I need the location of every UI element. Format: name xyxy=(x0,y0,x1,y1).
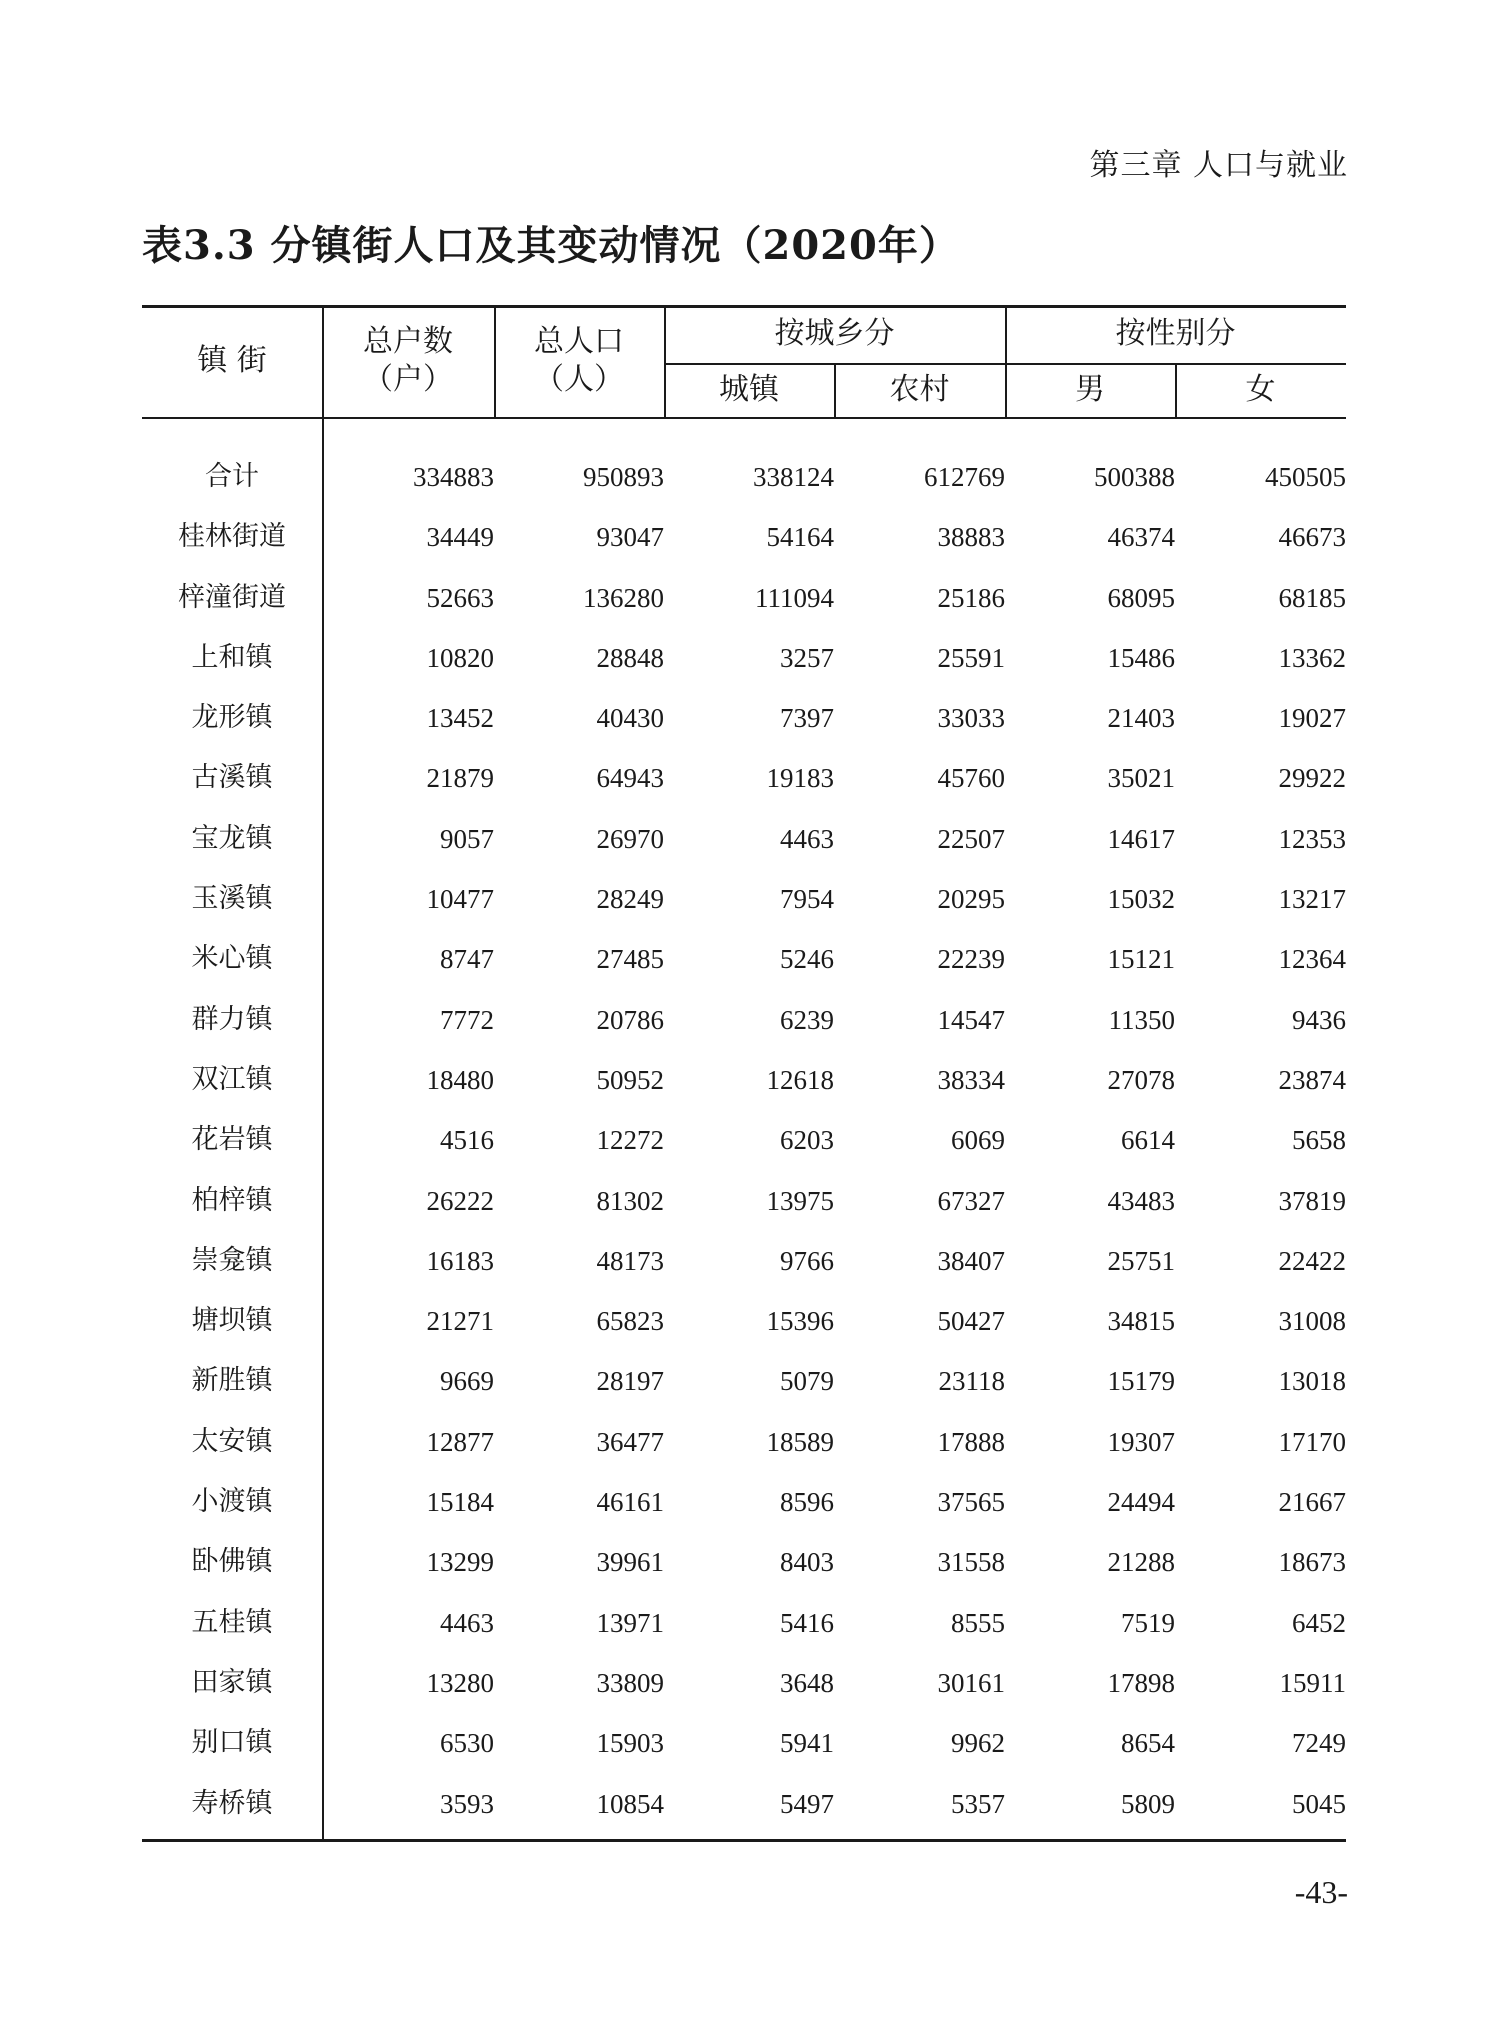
cell-urban: 8596 xyxy=(780,1487,834,1518)
cell-households: 26222 xyxy=(426,1185,494,1216)
header-town: 镇 街 xyxy=(197,343,267,378)
cell-population: 28848 xyxy=(596,642,664,673)
cell-female: 6452 xyxy=(1292,1607,1346,1638)
cell-urban: 19183 xyxy=(766,763,834,794)
cell-households: 3593 xyxy=(440,1788,494,1819)
cell-female: 7249 xyxy=(1292,1728,1346,1759)
cell-population: 64943 xyxy=(596,763,664,794)
cell-male: 21403 xyxy=(1107,703,1175,734)
table-row xyxy=(142,1231,1346,1291)
table-row xyxy=(142,628,1346,688)
town-name: 桂林街道 xyxy=(178,521,286,553)
cell-households: 52663 xyxy=(426,582,494,613)
cell-urban: 5416 xyxy=(780,1607,834,1638)
cell-population: 39961 xyxy=(596,1547,664,1578)
cell-male: 34815 xyxy=(1107,1306,1175,1337)
cell-households: 6530 xyxy=(440,1728,494,1759)
cell-households: 12877 xyxy=(426,1426,494,1457)
cell-households: 4463 xyxy=(440,1607,494,1638)
table-row xyxy=(142,929,1346,989)
group-rule-urban-rural xyxy=(664,363,1005,365)
table-row xyxy=(142,447,1346,507)
cell-population: 48173 xyxy=(596,1245,664,1276)
cell-urban: 8403 xyxy=(780,1547,834,1578)
cell-households: 8747 xyxy=(440,944,494,975)
cell-female: 18673 xyxy=(1278,1547,1346,1578)
cell-population: 136280 xyxy=(583,582,664,613)
town-name: 塘坝镇 xyxy=(191,1305,273,1337)
table-row xyxy=(142,869,1346,929)
header-group-gender: 按性别分 xyxy=(1115,316,1236,351)
town-name: 小渡镇 xyxy=(191,1486,273,1518)
cell-female: 23874 xyxy=(1278,1064,1346,1095)
table-row xyxy=(142,1774,1346,1834)
cell-population: 65823 xyxy=(596,1306,664,1337)
table-row xyxy=(142,748,1346,808)
header-population xyxy=(494,323,664,399)
cell-male: 15486 xyxy=(1107,642,1175,673)
header-rural: 农村 xyxy=(889,372,950,407)
town-name: 古溪镇 xyxy=(191,762,273,794)
cell-rural: 30161 xyxy=(937,1667,1005,1698)
cell-male: 19307 xyxy=(1107,1426,1175,1457)
cell-rural: 6069 xyxy=(951,1125,1005,1156)
cell-urban: 7954 xyxy=(780,884,834,915)
cell-population: 12272 xyxy=(596,1125,664,1156)
cell-male: 7519 xyxy=(1121,1607,1175,1638)
cell-rural: 612769 xyxy=(924,462,1005,492)
cell-urban: 54164 xyxy=(766,522,834,553)
cell-female: 15911 xyxy=(1279,1667,1346,1698)
cell-male: 21288 xyxy=(1107,1547,1175,1578)
cell-households: 334883 xyxy=(413,462,494,492)
cell-male: 25751 xyxy=(1107,1245,1175,1276)
table-row xyxy=(142,1653,1346,1713)
table-row xyxy=(142,1532,1346,1592)
cell-female: 5045 xyxy=(1292,1788,1346,1819)
cell-households: 7772 xyxy=(440,1004,494,1035)
table-row xyxy=(142,507,1346,567)
cell-population: 46161 xyxy=(596,1487,664,1518)
cell-male: 17898 xyxy=(1107,1667,1175,1698)
cell-rural: 5357 xyxy=(951,1788,1005,1819)
table-row xyxy=(142,990,1346,1050)
cell-male: 14617 xyxy=(1107,823,1175,854)
header-population-unit: （人） xyxy=(534,362,624,397)
town-name: 别口镇 xyxy=(191,1727,273,1759)
cell-population: 20786 xyxy=(596,1004,664,1035)
cell-male: 6614 xyxy=(1121,1125,1175,1156)
cell-male: 5809 xyxy=(1121,1788,1175,1819)
table-row xyxy=(142,1351,1346,1411)
cell-rural: 22239 xyxy=(937,944,1005,975)
town-name: 五桂镇 xyxy=(191,1606,273,1638)
cell-rural: 8555 xyxy=(951,1607,1005,1638)
cell-households: 13280 xyxy=(426,1667,494,1698)
cell-households: 34449 xyxy=(426,522,494,553)
cell-rural: 23118 xyxy=(938,1366,1005,1397)
cell-population: 27485 xyxy=(596,944,664,975)
cell-urban: 12618 xyxy=(766,1064,834,1095)
cell-households: 10477 xyxy=(426,884,494,915)
town-name: 龙形镇 xyxy=(191,702,273,734)
cell-households: 13452 xyxy=(426,703,494,734)
cell-population: 93047 xyxy=(596,522,664,553)
table-body xyxy=(142,447,1346,1834)
town-name: 梓潼街道 xyxy=(178,581,286,613)
cell-female: 22422 xyxy=(1278,1245,1346,1276)
population-table xyxy=(142,305,1346,1842)
cell-population: 26970 xyxy=(596,823,664,854)
cell-population: 50952 xyxy=(596,1064,664,1095)
cell-urban: 5079 xyxy=(780,1366,834,1397)
cell-urban: 4463 xyxy=(780,823,834,854)
town-name: 崇龛镇 xyxy=(191,1244,273,1276)
town-name: 新胜镇 xyxy=(191,1365,273,1397)
header-households-label: 总户数 xyxy=(363,324,453,359)
cell-households: 21879 xyxy=(426,763,494,794)
cell-rural: 25591 xyxy=(937,642,1005,673)
cell-households: 16183 xyxy=(426,1245,494,1276)
cell-female: 9436 xyxy=(1292,1004,1346,1035)
cell-population: 15903 xyxy=(596,1728,664,1759)
cell-urban: 18589 xyxy=(766,1426,834,1457)
cell-population: 40430 xyxy=(596,703,664,734)
town-name: 花岩镇 xyxy=(191,1124,273,1156)
cell-households: 13299 xyxy=(426,1547,494,1578)
cell-population: 950893 xyxy=(583,462,664,492)
cell-rural: 38334 xyxy=(937,1064,1005,1095)
town-name: 寿桥镇 xyxy=(191,1787,273,1819)
cell-rural: 17888 xyxy=(937,1426,1005,1457)
cell-female: 31008 xyxy=(1278,1306,1346,1337)
town-name: 群力镇 xyxy=(191,1003,273,1035)
cell-male: 68095 xyxy=(1107,582,1175,613)
cell-rural: 20295 xyxy=(937,884,1005,915)
cell-households: 4516 xyxy=(440,1125,494,1156)
cell-rural: 31558 xyxy=(937,1547,1005,1578)
cell-rural: 37565 xyxy=(937,1487,1005,1518)
cell-female: 450505 xyxy=(1265,462,1346,492)
cell-urban: 9766 xyxy=(780,1245,834,1276)
cell-female: 12364 xyxy=(1278,944,1346,975)
table-row xyxy=(142,568,1346,628)
cell-female: 21667 xyxy=(1278,1487,1346,1518)
chapter-header: 第三章 人口与就业 xyxy=(1089,148,1348,183)
cell-rural: 22507 xyxy=(937,823,1005,854)
cell-urban: 111094 xyxy=(755,582,834,613)
cell-male: 27078 xyxy=(1107,1064,1175,1095)
cell-urban: 13975 xyxy=(766,1185,834,1216)
cell-urban: 6203 xyxy=(780,1125,834,1156)
cell-rural: 25186 xyxy=(937,582,1005,613)
header-male: 男 xyxy=(1075,372,1105,407)
header-urban: 城镇 xyxy=(719,372,779,407)
cell-population: 28249 xyxy=(596,884,664,915)
cell-population: 81302 xyxy=(596,1185,664,1216)
cell-households: 9057 xyxy=(440,823,494,854)
cell-urban: 338124 xyxy=(753,462,834,492)
cell-urban: 5497 xyxy=(780,1788,834,1819)
table-row xyxy=(142,809,1346,869)
cell-male: 15121 xyxy=(1107,944,1175,975)
cell-male: 11350 xyxy=(1108,1004,1175,1035)
cell-male: 35021 xyxy=(1107,763,1175,794)
cell-population: 33809 xyxy=(596,1667,664,1698)
cell-rural: 33033 xyxy=(937,703,1005,734)
table-row xyxy=(142,1291,1346,1351)
town-name: 太安镇 xyxy=(191,1425,273,1457)
town-name: 上和镇 xyxy=(191,641,273,673)
table-row xyxy=(142,1171,1346,1231)
cell-female: 13018 xyxy=(1278,1366,1346,1397)
cell-rural: 38883 xyxy=(937,522,1005,553)
cell-population: 28197 xyxy=(596,1366,664,1397)
town-name: 田家镇 xyxy=(191,1666,273,1698)
cell-rural: 14547 xyxy=(937,1004,1005,1035)
table-row xyxy=(142,688,1346,748)
table-row xyxy=(142,1050,1346,1110)
town-name: 玉溪镇 xyxy=(191,883,273,915)
cell-female: 17170 xyxy=(1278,1426,1346,1457)
cell-households: 10820 xyxy=(426,642,494,673)
cell-female: 46673 xyxy=(1278,522,1346,553)
cell-rural: 9962 xyxy=(951,1728,1005,1759)
cell-female: 37819 xyxy=(1278,1185,1346,1216)
header-population-label: 总人口 xyxy=(534,324,624,359)
cell-population: 10854 xyxy=(596,1788,664,1819)
town-name: 宝龙镇 xyxy=(191,822,273,854)
cell-urban: 3648 xyxy=(780,1667,834,1698)
cell-rural: 45760 xyxy=(937,763,1005,794)
cell-female: 12353 xyxy=(1278,823,1346,854)
cell-female: 13362 xyxy=(1278,642,1346,673)
cell-rural: 38407 xyxy=(937,1245,1005,1276)
cell-households: 18480 xyxy=(426,1064,494,1095)
table-row xyxy=(142,1412,1346,1472)
cell-male: 43483 xyxy=(1107,1185,1175,1216)
cell-households: 9669 xyxy=(440,1366,494,1397)
table-row xyxy=(142,1110,1346,1170)
cell-female: 13217 xyxy=(1278,884,1346,915)
cell-female: 5658 xyxy=(1292,1125,1346,1156)
header-group-urban-rural: 按城乡分 xyxy=(774,316,895,351)
cell-female: 19027 xyxy=(1278,703,1346,734)
cell-male: 15032 xyxy=(1107,884,1175,915)
header-households xyxy=(322,323,494,399)
cell-male: 15179 xyxy=(1107,1366,1175,1397)
town-name: 卧佛镇 xyxy=(191,1546,273,1578)
town-name: 合计 xyxy=(205,461,259,492)
group-rule-gender xyxy=(1005,363,1346,365)
cell-households: 21271 xyxy=(426,1306,494,1337)
cell-urban: 5246 xyxy=(780,944,834,975)
page-number: -43- xyxy=(1294,1874,1348,1910)
cell-population: 13971 xyxy=(596,1607,664,1638)
cell-female: 29922 xyxy=(1278,763,1346,794)
cell-urban: 7397 xyxy=(780,703,834,734)
table-row xyxy=(142,1593,1346,1653)
cell-population: 36477 xyxy=(596,1426,664,1457)
cell-urban: 3257 xyxy=(780,642,834,673)
table-row xyxy=(142,1713,1346,1773)
header-female: 女 xyxy=(1245,372,1276,407)
cell-urban: 15396 xyxy=(766,1306,834,1337)
town-name: 柏梓镇 xyxy=(191,1184,273,1216)
town-name: 米心镇 xyxy=(191,943,273,975)
cell-female: 68185 xyxy=(1278,582,1346,613)
cell-rural: 50427 xyxy=(937,1306,1005,1337)
cell-male: 500388 xyxy=(1094,462,1175,492)
cell-urban: 6239 xyxy=(780,1004,834,1035)
table-row xyxy=(142,1472,1346,1532)
cell-households: 15184 xyxy=(426,1487,494,1518)
cell-urban: 5941 xyxy=(780,1728,834,1759)
cell-male: 24494 xyxy=(1107,1487,1175,1518)
cell-male: 8654 xyxy=(1121,1728,1175,1759)
table-title: 表3.3 分镇街人口及其变动情况（2020年） xyxy=(142,222,960,269)
cell-rural: 67327 xyxy=(937,1185,1005,1216)
cell-male: 46374 xyxy=(1107,522,1175,553)
header-households-unit: （户） xyxy=(363,362,453,397)
town-name: 双江镇 xyxy=(191,1063,273,1095)
